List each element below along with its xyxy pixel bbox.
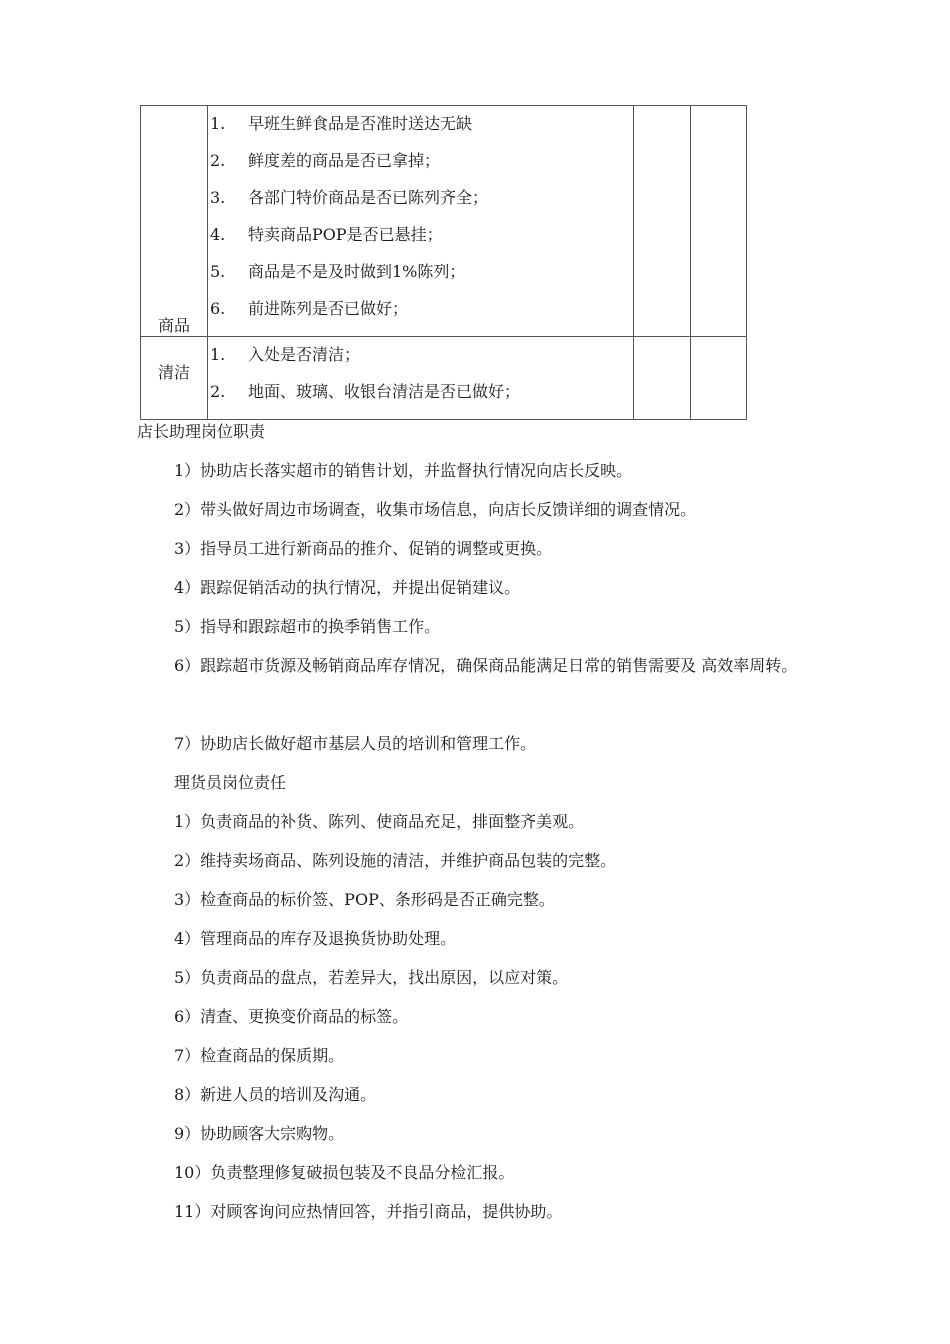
category-cell xyxy=(141,337,208,420)
list-item: 5. 商品是不是及时做到1%陈列； xyxy=(210,262,466,281)
duty-item: 4）管理商品的库存及退换货协助处理。 xyxy=(174,929,457,948)
list-item: 1. 入处是否清洁； xyxy=(210,345,361,364)
list-item: 3. 各部门特价商品是否已陈列齐全； xyxy=(210,188,489,207)
check-cell xyxy=(691,106,747,337)
list-item: 4. 特卖商品POP是否已悬挂； xyxy=(210,225,443,244)
category-label: 清洁 xyxy=(157,363,190,382)
duty-item: 2）带头做好周边市场调查，收集市场信息，向店长反馈详细的调查情况。 xyxy=(174,500,697,519)
duty-item: 8）新进人员的培训及沟通。 xyxy=(174,1085,377,1104)
category-cell xyxy=(141,106,208,337)
duty-item: 7）协助店长做好超市基层人员的培训和管理工作。 xyxy=(174,734,537,753)
duty-item: 5）指导和跟踪超市的换季销售工作。 xyxy=(174,617,441,636)
items-cell xyxy=(208,337,634,420)
duty-item: 5）负责商品的盘点，若差异大，找出原因，以应对策。 xyxy=(174,968,569,987)
table-row xyxy=(141,106,747,337)
duty-item: 9）协助顾客大宗购物。 xyxy=(174,1124,345,1143)
items-cell xyxy=(208,106,634,337)
duty-item: 6）跟踪超市货源及畅销商品库存情况，确保商品能满足日常的销售需要及 高效率周转。 xyxy=(174,656,798,675)
check-cell xyxy=(634,337,691,420)
duty-item: 6）清查、更换变价商品的标签。 xyxy=(174,1007,409,1026)
list-item: 6. 前进陈列是否已做好； xyxy=(210,299,409,318)
category-label: 商品 xyxy=(157,316,190,335)
duty-item: 7）检查商品的保质期。 xyxy=(174,1046,345,1065)
duty-item: 3）指导员工进行新商品的推介、促销的调整或更换。 xyxy=(174,539,553,558)
list-item: 1. 早班生鲜食品是否准时送达无缺 xyxy=(210,114,473,133)
duty-item: 4）跟踪促销活动的执行情况，并提出促销建议。 xyxy=(174,578,521,597)
list-item: 2. 地面、玻璃、收银台清洁是否已做好； xyxy=(210,382,521,401)
check-cell xyxy=(691,337,747,420)
duty-item: 11）对顾客询问应热情回答，并指引商品，提供协助。 xyxy=(174,1202,563,1221)
list-item: 2. 鲜度差的商品是否已拿掉； xyxy=(210,151,441,170)
section-title-assistant-manager: 店长助理岗位职责 xyxy=(137,422,266,441)
duty-item: 3）检查商品的标价签、POP、条形码是否正确完整。 xyxy=(174,890,555,909)
table-row xyxy=(141,337,747,420)
check-cell xyxy=(634,106,691,337)
checklist-table xyxy=(140,105,747,420)
duty-item: 1）协助店长落实超市的销售计划，并监督执行情况向店长反映。 xyxy=(174,461,633,480)
duty-item: 2）维持卖场商品、陈列设施的清洁，并维护商品包装的完整。 xyxy=(174,851,617,870)
duty-item: 10）负责整理修复破损包装及不良品分检汇报。 xyxy=(174,1163,515,1182)
duty-item: 1）负责商品的补货、陈列、使商品充足，排面整齐美观。 xyxy=(174,812,585,831)
section-title-stock-clerk: 理货员岗位责任 xyxy=(174,773,287,792)
